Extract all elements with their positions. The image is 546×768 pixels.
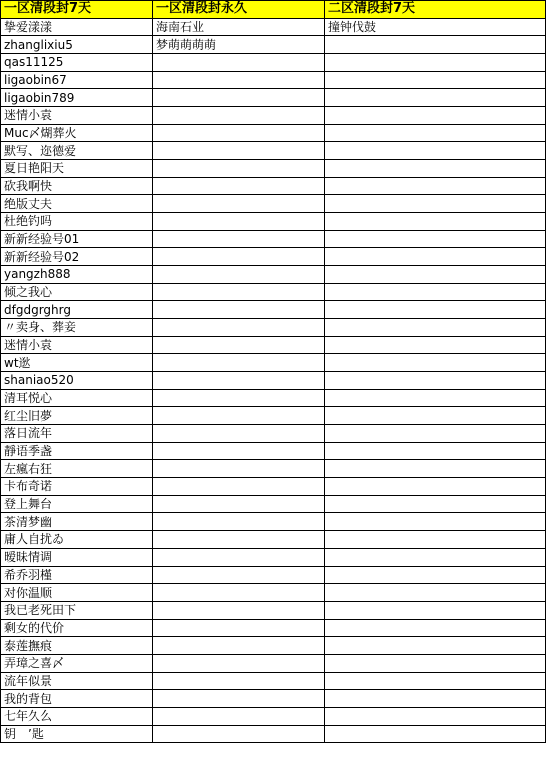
column-header-zone1-permanent[interactable]: 一区清段封永久 — [153, 1, 325, 19]
table-row — [1, 107, 546, 125]
table-row — [1, 531, 546, 549]
zone1-permanent-cell[interactable] — [153, 89, 325, 107]
zone1-7days-cell[interactable]: 默写、迩德爱 — [1, 142, 153, 160]
zone1-7days-cell[interactable]: 绝版丈夫 — [1, 195, 153, 213]
zone1-7days-cell[interactable]: 登上舞台 — [1, 495, 153, 513]
zone2-7days-cell[interactable] — [325, 283, 546, 301]
column-header-zone2-7days[interactable]: 二区清段封7天 — [325, 1, 546, 19]
zone2-7days-cell[interactable] — [325, 725, 546, 743]
zone1-7days-cell[interactable]: 泰莲撫痕 — [1, 637, 153, 655]
zone1-7days-cell[interactable]: 新新经验号02 — [1, 248, 153, 266]
zone1-7days-cell[interactable]: 〃卖身、葬妾 — [1, 319, 153, 337]
zone1-permanent-cell[interactable] — [153, 531, 325, 549]
zone1-7days-cell[interactable]: 夏日艳阳天 — [1, 160, 153, 178]
zone2-7days-cell[interactable]: 撞钟伐鼓 — [325, 18, 546, 36]
zone1-7days-cell[interactable]: 倾之我心 — [1, 283, 153, 301]
zone1-permanent-cell[interactable] — [153, 389, 325, 407]
zone2-7days-cell[interactable] — [325, 36, 546, 54]
zone2-7days-cell[interactable] — [325, 531, 546, 549]
table-row — [1, 513, 546, 531]
zone1-7days-cell[interactable]: 杜绝钓吗 — [1, 213, 153, 231]
zone2-7days-cell[interactable] — [325, 195, 546, 213]
zone1-7days-cell[interactable]: 剩女的代价 — [1, 619, 153, 637]
zone1-permanent-cell[interactable] — [153, 637, 325, 655]
table-row — [1, 89, 546, 107]
zone2-7days-cell[interactable] — [325, 442, 546, 460]
table-row — [1, 283, 546, 301]
zone2-7days-cell[interactable] — [325, 71, 546, 89]
zone1-7days-cell[interactable]: shaniao520 — [1, 372, 153, 390]
zone1-permanent-cell[interactable] — [153, 195, 325, 213]
zone1-7days-cell[interactable]: 红尘旧夢 — [1, 407, 153, 425]
zone1-7days-cell[interactable]: 七年久么 — [1, 707, 153, 725]
zone2-7days-cell[interactable] — [325, 690, 546, 708]
zone2-7days-cell[interactable] — [325, 124, 546, 142]
table-row — [1, 690, 546, 708]
header-row — [1, 1, 546, 19]
zone2-7days-cell[interactable] — [325, 654, 546, 672]
zone1-7days-cell[interactable]: Muc〆煳葬火 — [1, 124, 153, 142]
zone2-7days-cell[interactable] — [325, 389, 546, 407]
zone2-7days-cell[interactable] — [325, 637, 546, 655]
zone2-7days-cell[interactable] — [325, 107, 546, 125]
zone1-permanent-cell[interactable] — [153, 319, 325, 337]
zone2-7days-cell[interactable] — [325, 548, 546, 566]
zone1-permanent-cell[interactable] — [153, 690, 325, 708]
zone1-permanent-cell[interactable] — [153, 478, 325, 496]
zone1-permanent-cell[interactable] — [153, 354, 325, 372]
zone2-7days-cell[interactable] — [325, 372, 546, 390]
table-row — [1, 301, 546, 319]
zone1-permanent-cell[interactable] — [153, 230, 325, 248]
table-row — [1, 389, 546, 407]
zone1-7days-cell[interactable]: 庸人自扰ゐ — [1, 531, 153, 549]
table-row — [1, 54, 546, 72]
column-header-zone1-7days[interactable]: 一区清段封7天 — [1, 1, 153, 19]
table-row — [1, 566, 546, 584]
zone1-permanent-cell[interactable] — [153, 54, 325, 72]
zone1-permanent-cell[interactable] — [153, 460, 325, 478]
zone2-7days-cell[interactable] — [325, 54, 546, 72]
zone2-7days-cell[interactable] — [325, 601, 546, 619]
zone1-permanent-cell[interactable] — [153, 213, 325, 231]
zone1-permanent-cell[interactable] — [153, 601, 325, 619]
zone2-7days-cell[interactable] — [325, 177, 546, 195]
table-row — [1, 177, 546, 195]
table-row — [1, 213, 546, 231]
zone2-7days-cell[interactable] — [325, 213, 546, 231]
zone2-7days-cell[interactable] — [325, 354, 546, 372]
zone2-7days-cell[interactable] — [325, 513, 546, 531]
zone1-7days-cell[interactable]: 我的背包 — [1, 690, 153, 708]
zone1-permanent-cell[interactable] — [153, 301, 325, 319]
table-row — [1, 336, 546, 354]
zone1-7days-cell[interactable]: 我已老死田下 — [1, 601, 153, 619]
table-row — [1, 195, 546, 213]
zone2-7days-cell[interactable] — [325, 495, 546, 513]
zone2-7days-cell[interactable] — [325, 301, 546, 319]
table-row — [1, 707, 546, 725]
zone1-permanent-cell[interactable] — [153, 566, 325, 584]
zone2-7days-cell[interactable] — [325, 266, 546, 284]
zone1-permanent-cell[interactable] — [153, 142, 325, 160]
zone1-permanent-cell[interactable] — [153, 548, 325, 566]
zone1-7days-cell[interactable]: 对你温顺 — [1, 584, 153, 602]
table-row — [1, 319, 546, 337]
table-row — [1, 548, 546, 566]
table-row — [1, 354, 546, 372]
zone1-permanent-cell[interactable] — [153, 336, 325, 354]
table-row — [1, 478, 546, 496]
zone1-permanent-cell[interactable]: 海南石业 — [153, 18, 325, 36]
zone1-7days-cell[interactable]: 新新经验号01 — [1, 230, 153, 248]
zone1-permanent-cell[interactable] — [153, 442, 325, 460]
table-row — [1, 672, 546, 690]
table-row — [1, 124, 546, 142]
zone2-7days-cell[interactable] — [325, 460, 546, 478]
zone2-7days-cell[interactable] — [325, 707, 546, 725]
zone1-permanent-cell[interactable] — [153, 725, 325, 743]
zone1-7days-cell[interactable]: 砍我啊快 — [1, 177, 153, 195]
table-row — [1, 372, 546, 390]
table-row — [1, 601, 546, 619]
zone1-permanent-cell[interactable] — [153, 619, 325, 637]
zone1-7days-cell[interactable]: 希乔羽槿 — [1, 566, 153, 584]
table-row — [1, 442, 546, 460]
zone2-7days-cell[interactable] — [325, 142, 546, 160]
zone2-7days-cell[interactable] — [325, 407, 546, 425]
zone1-7days-cell[interactable]: 流年似景 — [1, 672, 153, 690]
table-row — [1, 495, 546, 513]
zone1-7days-cell[interactable]: 迷情小袁 — [1, 336, 153, 354]
zone2-7days-cell[interactable] — [325, 584, 546, 602]
zone1-permanent-cell[interactable] — [153, 672, 325, 690]
table-row — [1, 36, 546, 54]
table-row — [1, 266, 546, 284]
zone1-permanent-cell[interactable]: 梦萌萌萌萌 — [153, 36, 325, 54]
zone2-7days-cell[interactable] — [325, 478, 546, 496]
table-row — [1, 725, 546, 743]
zone2-7days-cell[interactable] — [325, 160, 546, 178]
zone2-7days-cell[interactable] — [325, 89, 546, 107]
zone1-permanent-cell[interactable] — [153, 124, 325, 142]
zone2-7days-cell[interactable] — [325, 336, 546, 354]
zone1-permanent-cell[interactable] — [153, 513, 325, 531]
zone1-permanent-cell[interactable] — [153, 177, 325, 195]
table-row — [1, 460, 546, 478]
table-row — [1, 637, 546, 655]
table-row — [1, 71, 546, 89]
zone1-7days-cell[interactable]: ligaobin789 — [1, 89, 153, 107]
zone1-7days-cell[interactable]: 靜语季盏 — [1, 442, 153, 460]
table-row — [1, 142, 546, 160]
zone1-permanent-cell[interactable] — [153, 584, 325, 602]
zone1-7days-cell[interactable]: zhanglixiu5 — [1, 36, 153, 54]
zone1-7days-cell[interactable]: qas11125 — [1, 54, 153, 72]
table-row — [1, 425, 546, 443]
zone1-permanent-cell[interactable] — [153, 372, 325, 390]
zone1-7days-cell[interactable]: 钥 ’匙 — [1, 725, 153, 743]
table-row — [1, 654, 546, 672]
zone1-7days-cell[interactable]: 卡布奇诺 — [1, 478, 153, 496]
zone1-7days-cell[interactable]: 清耳悦心 — [1, 389, 153, 407]
zone1-7days-cell[interactable]: yangzh888 — [1, 266, 153, 284]
table-row — [1, 160, 546, 178]
zone1-permanent-cell[interactable] — [153, 71, 325, 89]
zone1-7days-cell[interactable]: 暧昧情调 — [1, 548, 153, 566]
table-row — [1, 248, 546, 266]
zone1-7days-cell[interactable]: wt逖 — [1, 354, 153, 372]
table-row — [1, 407, 546, 425]
zone2-7days-cell[interactable] — [325, 230, 546, 248]
zone1-7days-cell[interactable]: 弄璋之喜〆 — [1, 654, 153, 672]
zone1-permanent-cell[interactable] — [153, 425, 325, 443]
zone1-7days-cell[interactable]: 落日流年 — [1, 425, 153, 443]
zone2-7days-cell[interactable] — [325, 319, 546, 337]
zone1-permanent-cell[interactable] — [153, 160, 325, 178]
zone1-permanent-cell[interactable] — [153, 283, 325, 301]
zone1-7days-cell[interactable]: 茶清梦幽 — [1, 513, 153, 531]
table-row — [1, 230, 546, 248]
zone2-7days-cell[interactable] — [325, 566, 546, 584]
zone1-permanent-cell[interactable] — [153, 707, 325, 725]
zone1-permanent-cell[interactable] — [153, 407, 325, 425]
zone2-7days-cell[interactable] — [325, 425, 546, 443]
zone1-permanent-cell[interactable] — [153, 248, 325, 266]
zone1-7days-cell[interactable]: 挚爱漾漾 — [1, 18, 153, 36]
zone1-permanent-cell[interactable] — [153, 107, 325, 125]
zone2-7days-cell[interactable] — [325, 248, 546, 266]
zone1-7days-cell[interactable]: ligaobin67 — [1, 71, 153, 89]
zone1-7days-cell[interactable]: 迷情小袁 — [1, 107, 153, 125]
zone1-7days-cell[interactable]: dfgdgrghrg — [1, 301, 153, 319]
table-row — [1, 619, 546, 637]
zone2-7days-cell[interactable] — [325, 672, 546, 690]
zone1-7days-cell[interactable]: 左瘋右狂 — [1, 460, 153, 478]
zone1-permanent-cell[interactable] — [153, 495, 325, 513]
table-row — [1, 18, 546, 36]
zone1-permanent-cell[interactable] — [153, 654, 325, 672]
zone1-permanent-cell[interactable] — [153, 266, 325, 284]
zone2-7days-cell[interactable] — [325, 619, 546, 637]
table-row — [1, 584, 546, 602]
